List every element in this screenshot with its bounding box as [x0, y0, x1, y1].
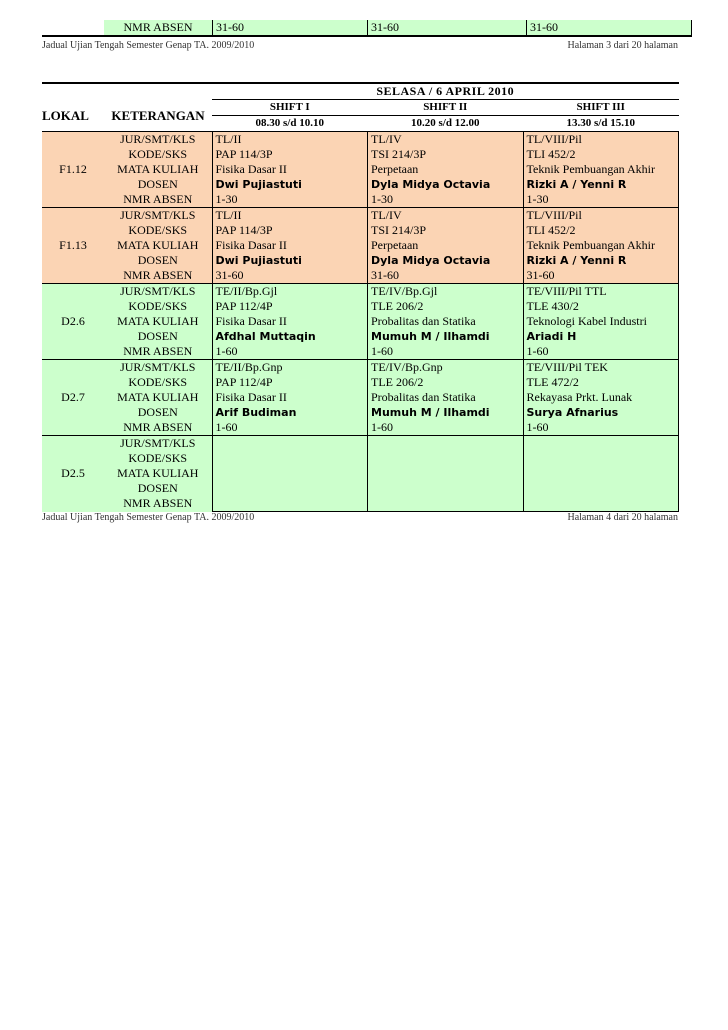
table-row [42, 405, 679, 420]
shift2-cell: TE/IV/Bp.Gjl [368, 284, 524, 300]
table-row [42, 238, 679, 253]
shift3-cell: TL/VIII/Pil [523, 208, 679, 224]
table-row [42, 390, 679, 405]
shift3-cell: TLI 452/2 [523, 147, 679, 162]
table-row [42, 223, 679, 238]
shift2-cell: TLE 206/2 [368, 299, 524, 314]
shift1-cell: Fisika Dasar II [212, 162, 368, 177]
table-row [42, 20, 692, 36]
rooms-body [42, 132, 679, 512]
row-label: MATA KULIAH [117, 314, 199, 328]
row-label: DOSEN [137, 481, 178, 495]
shift3-cell: TLI 452/2 [523, 223, 679, 238]
shift2-cell [368, 496, 524, 512]
shift3-cell: 31-60 [527, 20, 692, 36]
row-label: MATA KULIAH [117, 162, 199, 176]
shift2-cell [368, 451, 524, 466]
lokal-cell: F1.12 [42, 132, 104, 208]
shift1-cell: Arif Budiman [212, 405, 368, 420]
row-label: JUR/SMT/KLS [120, 208, 196, 222]
header-empty [104, 83, 212, 100]
shift1-cell: PAP 112/4P [212, 299, 368, 314]
shift3-cell: Teknik Pembuangan Akhir [523, 162, 679, 177]
shift1-cell: 1-30 [212, 192, 368, 208]
page-footer-left-2: Jadual Ujian Tengah Semester Genap TA. 2009/2010 [42, 512, 255, 523]
page-footer-right: Halaman 3 dari 20 halaman [567, 40, 678, 51]
page-footer-left: Jadual Ujian Tengah Semester Genap TA. 2009/2010 [42, 40, 255, 51]
row-label: JUR/SMT/KLS [120, 436, 196, 450]
shift3-cell: 1-60 [523, 420, 679, 436]
row-label: DOSEN [137, 329, 178, 343]
table-row [42, 481, 679, 496]
shift2-cell [368, 466, 524, 481]
shift2-cell: 31-60 [368, 268, 524, 284]
table-row [42, 192, 679, 208]
page-footer-right-2: Halaman 4 dari 20 halaman [567, 512, 678, 523]
shift3-cell: TE/VIII/Pil TTL [523, 284, 679, 300]
shift1-cell: 31-60 [213, 20, 368, 36]
shift3-cell [523, 466, 679, 481]
row-label: KODE/SKS [128, 147, 188, 161]
shift1-cell: PAP 112/4P [212, 375, 368, 390]
shift1-cell: Fisika Dasar II [212, 314, 368, 329]
shift3-cell: Rizki A / Yenni R [523, 253, 679, 268]
shift-3-heading: SHIFT III [523, 100, 679, 116]
shift1-cell [212, 436, 368, 452]
shift2-cell: Mumuh M / Ilhamdi [368, 405, 524, 420]
shift2-cell: 31-60 [368, 20, 527, 36]
shift3-cell: Surya Afnarius [523, 405, 679, 420]
shift2-cell: Perpetaan [368, 238, 524, 253]
row-label: JUR/SMT/KLS [120, 360, 196, 374]
shift2-cell: Probalitas dan Statika [368, 314, 524, 329]
row-label: NMR ABSEN [123, 344, 193, 358]
shift3-cell: Teknik Pembuangan Akhir [523, 238, 679, 253]
shift2-cell: Perpetaan [368, 162, 524, 177]
shift3-cell: TLE 472/2 [523, 375, 679, 390]
row-label: NMR ABSEN [123, 496, 193, 511]
shift3-cell: 31-60 [523, 268, 679, 284]
row-label: JUR/SMT/KLS [120, 284, 196, 298]
shift1-cell: TL/II [212, 132, 368, 148]
shift1-cell: Afdhal Muttaqin [212, 329, 368, 344]
row-label: MATA KULIAH [117, 238, 199, 252]
table-row [42, 436, 679, 452]
shift1-cell: 31-60 [212, 268, 368, 284]
shift3-cell [523, 451, 679, 466]
shift1-cell: 1-60 [212, 344, 368, 360]
shift2-cell: TL/IV [368, 208, 524, 224]
shift1-cell [212, 451, 368, 466]
shift3-cell [523, 481, 679, 496]
shift2-cell: TSI 214/3P [368, 147, 524, 162]
table-row [42, 208, 679, 224]
day-heading: SELASA / 6 APRIL 2010 [376, 84, 515, 98]
shift1-cell: PAP 114/3P [212, 147, 368, 162]
row-label: MATA KULIAH [117, 466, 199, 480]
shift3-cell: TLE 430/2 [523, 299, 679, 314]
shift2-cell: 1-30 [368, 192, 524, 208]
shift1-cell [212, 481, 368, 496]
shift2-cell: 1-60 [368, 344, 524, 360]
row-label: MATA KULIAH [117, 390, 199, 404]
shift3-cell: 1-30 [523, 192, 679, 208]
row-label: NMR ABSEN [123, 268, 193, 282]
table-row [42, 314, 679, 329]
table-row [42, 329, 679, 344]
lokal-cell: D2.5 [42, 436, 104, 512]
header-empty [42, 83, 104, 100]
row-label: JUR/SMT/KLS [120, 132, 196, 146]
shift2-cell: Dyla Midya Octavia [368, 177, 524, 192]
shift2-cell [368, 481, 524, 496]
shift3-cell: Rekayasa Prkt. Lunak [523, 390, 679, 405]
shift-3-time: 13.30 s/d 15.10 [523, 116, 679, 132]
shift-2-time: 10.20 s/d 12.00 [368, 116, 524, 132]
shift3-cell: Teknologi Kabel Industri [523, 314, 679, 329]
shift-1-heading: SHIFT I [212, 100, 368, 116]
table-row [42, 132, 679, 148]
shift2-cell: TLE 206/2 [368, 375, 524, 390]
keterangan-cell: NMR ABSEN [123, 20, 193, 34]
table-row [42, 496, 679, 512]
shift1-cell: TE/II/Bp.Gjl [212, 284, 368, 300]
shift1-cell [212, 496, 368, 512]
keterangan-heading: KETERANGAN [111, 107, 205, 123]
table-row [42, 299, 679, 314]
shift-2-heading: SHIFT II [368, 100, 524, 116]
shift1-cell: Fisika Dasar II [212, 238, 368, 253]
shift1-cell: Fisika Dasar II [212, 390, 368, 405]
table-row [42, 360, 679, 376]
row-label: NMR ABSEN [123, 420, 193, 434]
shift2-cell [368, 436, 524, 452]
row-label: NMR ABSEN [123, 192, 193, 206]
shift3-cell: Ariadi H [523, 329, 679, 344]
table-row [42, 344, 679, 360]
table-row [42, 177, 679, 192]
row-label: DOSEN [137, 177, 178, 191]
lokal-cell: D2.7 [42, 360, 104, 436]
lokal-cell: D2.6 [42, 284, 104, 360]
row-label: DOSEN [137, 253, 178, 267]
shift3-cell: Rizki A / Yenni R [523, 177, 679, 192]
table-row [42, 466, 679, 481]
top-continuation-table [42, 20, 692, 37]
shift1-cell [212, 466, 368, 481]
table-row [42, 420, 679, 436]
shift1-cell: Dwi Pujiastuti [212, 177, 368, 192]
table-row [42, 268, 679, 284]
row-label: KODE/SKS [128, 375, 188, 389]
shift2-cell: Mumuh M / Ilhamdi [368, 329, 524, 344]
shift1-cell: TL/II [212, 208, 368, 224]
table-row [42, 451, 679, 466]
shift3-cell [523, 436, 679, 452]
lokal-cell: F1.13 [42, 208, 104, 284]
shift3-cell [523, 496, 679, 512]
schedule-table [42, 82, 679, 512]
shift2-cell: Probalitas dan Statika [368, 390, 524, 405]
shift3-cell: 1-60 [523, 344, 679, 360]
shift1-cell: TE/II/Bp.Gnp [212, 360, 368, 376]
shift2-cell: Dyla Midya Octavia [368, 253, 524, 268]
shift1-cell: PAP 114/3P [212, 223, 368, 238]
shift2-cell: TL/IV [368, 132, 524, 148]
shift2-cell: TSI 214/3P [368, 223, 524, 238]
table-row [42, 284, 679, 300]
shift1-cell: Dwi Pujiastuti [212, 253, 368, 268]
row-label: KODE/SKS [128, 299, 188, 313]
header-shift-row [42, 100, 679, 116]
row-label: KODE/SKS [128, 451, 188, 465]
table-row [42, 375, 679, 390]
lokal-heading: LOKAL [42, 107, 89, 123]
shift3-cell: TE/VIII/Pil TEK [523, 360, 679, 376]
shift3-cell: TL/VIII/Pil [523, 132, 679, 148]
shift-1-time: 08.30 s/d 10.10 [212, 116, 368, 132]
table-row [42, 253, 679, 268]
table-row [42, 162, 679, 177]
shift2-cell: 1-60 [368, 420, 524, 436]
shift1-cell: 1-60 [212, 420, 368, 436]
lokal-cell [42, 20, 104, 36]
table-row [42, 147, 679, 162]
row-label: KODE/SKS [128, 223, 188, 237]
row-label: DOSEN [137, 405, 178, 419]
header-day-row [42, 83, 679, 100]
shift2-cell: TE/IV/Bp.Gnp [368, 360, 524, 376]
